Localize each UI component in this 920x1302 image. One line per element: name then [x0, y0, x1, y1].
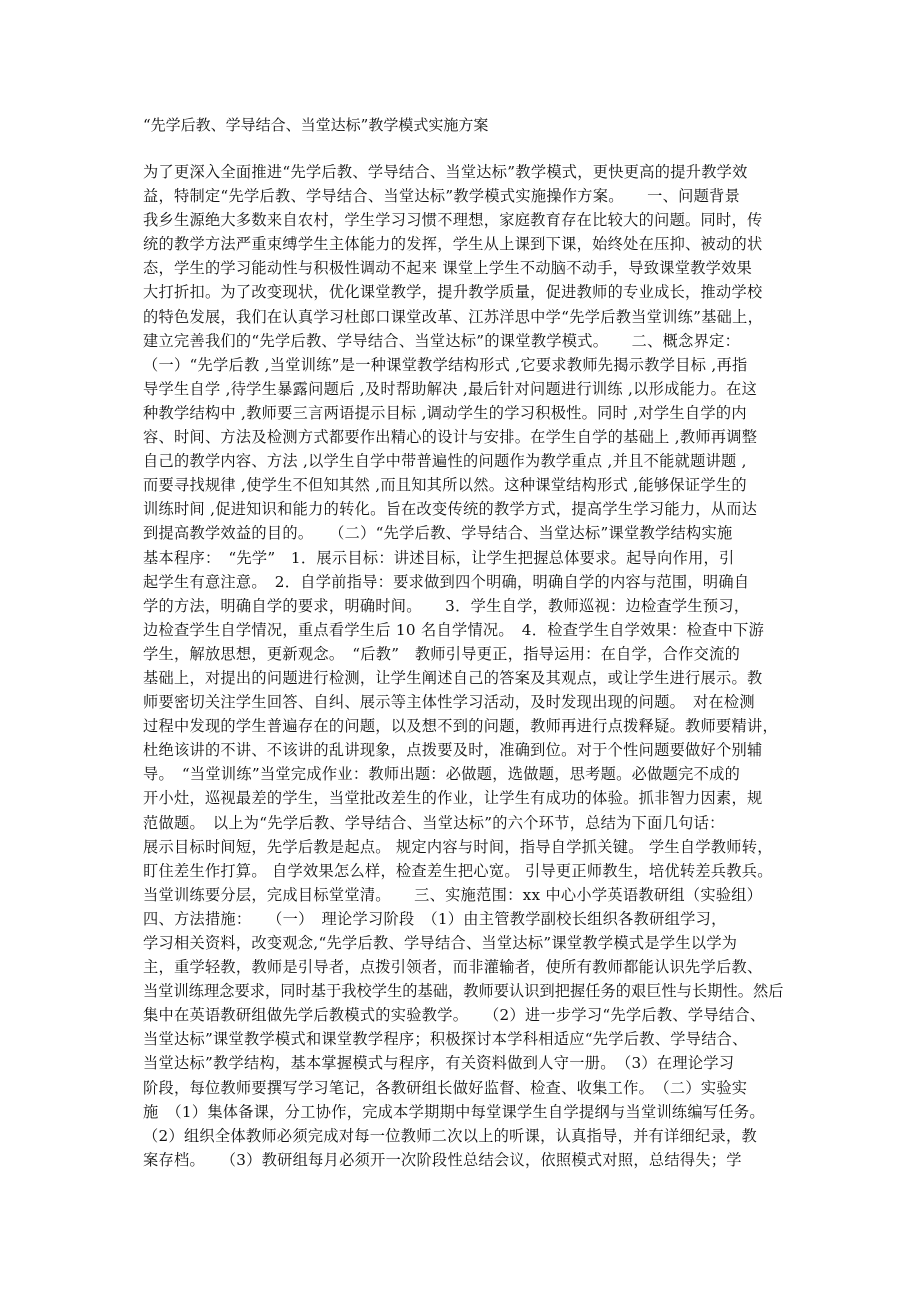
text-line: 阶段，每位教师要撰写学习笔记，各教研组长做好监督、检查、收集工作。 （二）实验实 — [143, 1078, 748, 1097]
text-line: 大打折扣。为了改变现状，优化课堂教学，提升教学质量，促进教师的专业成长，推动学校 — [143, 283, 763, 302]
text-line: 种教学结构中 ,教师要三言两语提示目标 ,调动学生的学习积极性。同时 ,对学生自学的内 — [143, 403, 747, 422]
text-line: 为了更深入全面推进“先学后教、学导结合、当堂达标”教学模式，更快更高的提升教学效 — [143, 163, 748, 181]
text-line: 主，重学轻教，教师是引导者，点拨引领者，而非灌输者，使所有教师都能认识先学后教、 — [143, 958, 763, 977]
text-line: 施 （1）集体备课，分工协作，完成本学期期中每堂课学生自学提纲与当堂训练编写任务。 — [143, 1102, 765, 1121]
text-line: 基础上，对提出的问题进行检测，让学生阐述自己的答案及其观点，或让学生进行展示。教 — [143, 668, 763, 687]
document-title: “先学后教、学导结合、当堂达标”教学模式实施方案 — [143, 116, 489, 134]
text-line: 师要密切关注学生回答、自纠、展示等主体性学习活动，及时发现出现的问题。 对在检测 — [143, 693, 755, 712]
text-line: 当堂达标”教学结构，基本掌握模式与程序，有关资料做到人守一册。 （3）在理论学习 — [143, 1054, 735, 1073]
text-line: 的特色发展，我们在认真学习杜郎口课堂改革、江苏洋思中学“先学后教当堂训练”基础上， — [143, 307, 764, 326]
text-line: 训练时间 ,促进知识和能力的转化。旨在改变传统的教学方式，提高学生学习能力，从而达 — [143, 500, 758, 519]
text-line: （2）组织全体教师必须完成对每一位教师二次以上的听课，认真指导，并有详细纪录，教 — [143, 1126, 757, 1145]
text-line: 导。 “当堂训练”当堂完成作业：教师出题：必做题，选做题，思考题。必做题完不成的 — [143, 765, 741, 784]
text-line: 杜绝该讲的不讲、不该讲的乱讲现象，点拨要及时，准确到位。对于个性问题要做好个别辅 — [143, 741, 763, 760]
text-line: 容、时间、方法及检测方式都要作出精心的设计与安排。在学生自学的基础上 ,教师再调整 — [143, 428, 758, 447]
text-line: 导学生自学 ,待学生暴露问题后 ,及时帮助解决 ,最后针对问题进行训练 ,以形成能力。在这 — [143, 379, 758, 398]
text-line: 边检查学生自学情况，重点看学生后 10 名自学情况。 4．检查学生自学效果：检查中下游 — [143, 620, 765, 639]
text-line: 案存档。 （3）教研组每月必须开一次阶段性总结会议，依照模式对照，总结得失；学 — [143, 1150, 742, 1169]
text-line: 到提高教学效益的目的。 （二）“先学后教、学导结合、当堂达标”课堂教学结构实施 — [143, 524, 733, 543]
text-line: 当堂达标”课堂教学模式和课堂教学程序；积极探讨本学科相适应“先学后教、学导结合、 — [143, 1030, 748, 1049]
document-body — [143, 160, 783, 1172]
text-line: 开小灶，巡视最差的学生，当堂批改差生的作业，让学生有成功的体验。抓非智力因素，规 — [143, 789, 763, 808]
text-line: 学生，解放思想，更新观念。 “后教” 教师引导更正，指导运用：在自学，合作交流的 — [143, 644, 741, 663]
text-line: 学习相关资料，改变观念,“先学后教、学导结合、当堂达标”课堂教学模式是学生以学为 — [143, 934, 738, 952]
text-line: 起学生有意注意。 2．自学前指导：要求做到四个明确，明确自学的内容与范围，明确自 — [143, 572, 750, 591]
text-line: 盯住差生作打算。 自学效果怎么样，检查差生把心宽。 引导更正师教生，培优转差兵教兵。 — [143, 861, 773, 880]
text-line: 自己的教学内容、方法 ,以学生自学中带普遍性的问题作为教学重点 ,并且不能就题讲题 , — [143, 452, 747, 471]
text-line: （一）“先学后教 ,当堂训练”是一种课堂教学结构形式 ,它要求教师先揭示教学目标 ,再指 — [143, 355, 748, 374]
text-line: 基本程序： “先学” 1．展示目标：讲述目标，让学生把握总体要求。起导向作用，引 — [143, 548, 735, 567]
text-line: 学的方法，明确自学的要求，明确时间。 3．学生自学，教师巡视：边检查学生预习， — [143, 596, 750, 615]
text-line: 四、方法措施： （一） 理论学习阶段 （1）由主管教学副校长组织各教研组学习， — [143, 909, 727, 928]
text-line: 集中在英语教研组做先学后教模式的实验教学。 （2）进一步学习“先学后教、学导结合、 — [143, 1006, 766, 1025]
text-line: 展示目标时间短，先学后教是起点。 规定内容与时间，指导自学抓关键。 学生自学教师转， — [143, 837, 773, 856]
text-line: 当堂训练理念要求，同时基于我校学生的基础，教师要认识到把握任务的艰巨性与长期性。然后 — [143, 982, 784, 1001]
text-line: 统的教学方法严重束缚学生主体能力的发挥，学生从上课到下课，始终处在压抑、被动的状 — [143, 235, 763, 254]
text-line: 过程中发现的学生普遍存在的问题，以及想不到的问题，教师再进行点拨释疑。教师要精讲， — [143, 717, 778, 736]
text-line: 态，学生的学习能动性与积极性调动不起来 课堂上学生不动脑不动手，导致课堂教学效果 — [143, 259, 753, 278]
text-line: 我乡生源绝大多数来自农村，学生学习习惯不理想，家庭教育存在比较大的问题。同时，传 — [143, 211, 763, 230]
text-line: 范做题。 以上为“先学后教、学导结合、当堂达标”的六个环节，总结为下面几句话： — [143, 813, 725, 832]
text-line: 建立完善我们的“先学后教、学导结合、当堂达标”的课堂教学模式。 二、概念界定： — [143, 331, 741, 350]
text-line: 益，特制定“先学后教、学导结合、当堂达标”教学模式实施操作方案。 一、问题背景 — [143, 187, 741, 206]
text-line: 而要寻找规律 ,使学生不但知其然 ,而且知其所以然。这种课堂结构形式 ,能够保证学生的 — [143, 476, 747, 495]
text-line: 当堂训练要分层，完成目标堂堂清。 三、实施范围：xx 中心小学英语教研组（实验组） — [143, 885, 763, 904]
